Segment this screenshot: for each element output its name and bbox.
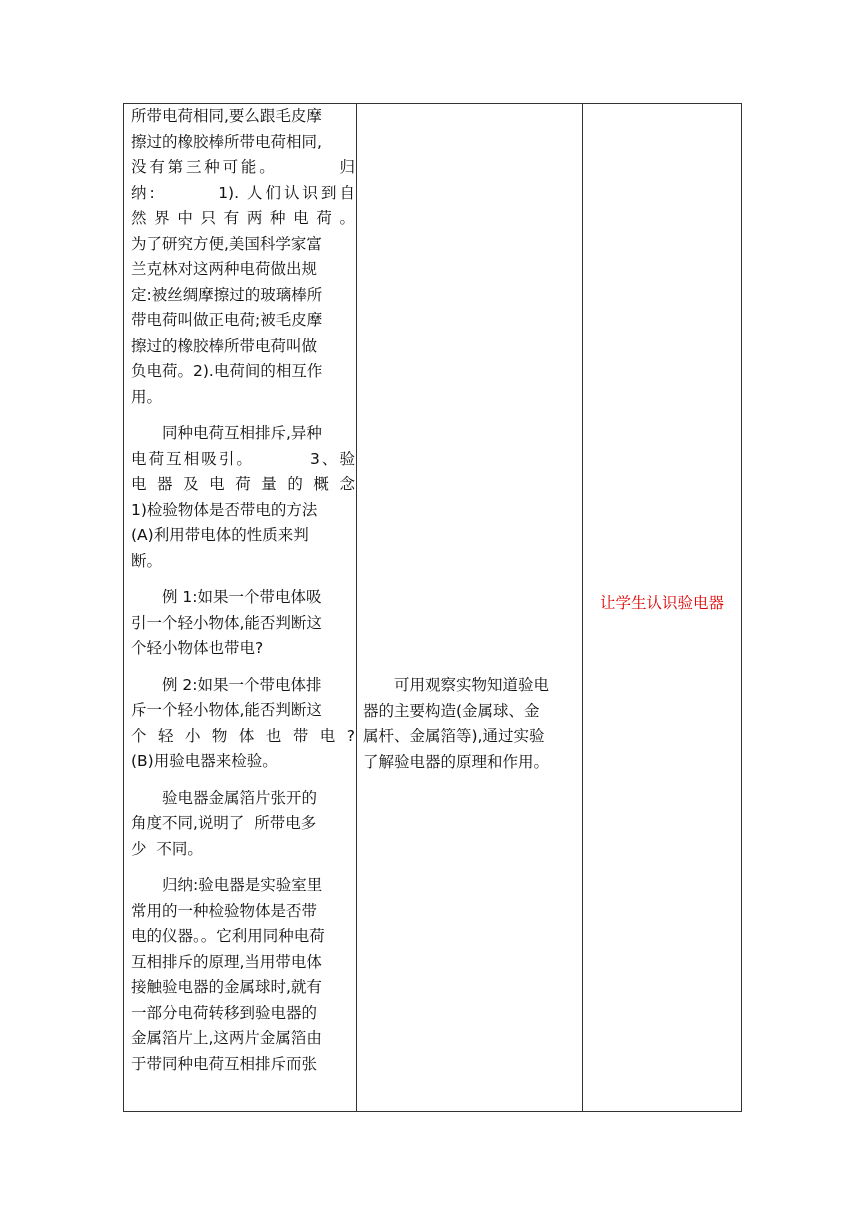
text-line: 没有第三种可能。 归 (131, 158, 355, 176)
text-line: 为了研究方便,美国科学家富 (131, 234, 322, 253)
text-line: 于带同种电荷互相排斥而张 (131, 1054, 318, 1073)
text-line: 定:被丝绸摩擦过的玻璃棒所 (131, 285, 323, 304)
text-line: 1)检验物体是否带电的方法 (131, 500, 318, 519)
text-line: 带电荷叫做正电荷;被毛皮摩 (131, 311, 323, 329)
text-line: 常用的一种检验物体是否带 (131, 901, 318, 920)
text-line: 断。 (131, 551, 163, 570)
lesson-table (123, 103, 742, 1112)
text-line: 了解验电器的原理和作用。 (363, 752, 550, 771)
text-line: 可用观察实物知道验电 (394, 676, 550, 694)
text-line: 引一个轻小物体,能否判断这 (131, 613, 322, 632)
design-intent-cell (583, 104, 742, 1112)
text-line: 电 器 及 电 荷 量 的 概 念 (131, 475, 355, 493)
teaching-content-text (131, 104, 355, 1077)
teaching-content-cell (124, 104, 357, 1112)
text-line: 属杆、金属箔等),通过实验 (363, 727, 545, 745)
table-row (124, 104, 742, 1112)
text-line: 个轻小物体也带电? (131, 639, 264, 657)
text-line: 例 2:如果一个带电体排 (162, 675, 322, 694)
text-line: 金属箔片上,这两片金属箔由 (131, 1029, 322, 1047)
text-line: 然 界 中 只 有 两 种 电 荷 。 (131, 209, 355, 227)
student-activity-cell (357, 104, 583, 1112)
student-activity-text (363, 673, 577, 775)
text-line: 个 轻 小 物 体 也 带 电 ? (131, 726, 355, 745)
text-line: 擦过的橡胶棒所带电荷叫做 (131, 336, 318, 355)
text-line: 器的主要构造(金属球、金 (363, 701, 540, 720)
text-line: 例 1:如果一个带电体吸 (162, 588, 322, 606)
design-intent-text: 让学生认识验电器 (599, 594, 724, 612)
text-line: 互相排斥的原理,当用带电体 (131, 952, 322, 971)
text-line: 用。 (131, 387, 163, 406)
text-line: 同种电荷互相排斥,异种 (162, 424, 322, 442)
text-line: 纳: 1). 人们认识到自 (131, 183, 355, 202)
text-line: 少 不同。 (131, 839, 203, 858)
text-line: 负电荷。2).电荷间的相互作 (131, 362, 323, 380)
text-line: 接触验电器的金属球时,就有 (131, 978, 322, 996)
text-line: 归纳:验电器是实验室里 (162, 876, 323, 894)
text-line: 所带电荷相同,要么跟毛皮摩 (131, 107, 322, 125)
text-line: (B)用验电器来检验。 (131, 752, 278, 770)
text-line: 一部分电荷转移到验电器的 (131, 1003, 318, 1022)
text-line: 电荷互相吸引。 3、验 (131, 449, 355, 468)
text-line: 兰克林对这两种电荷做出规 (131, 260, 318, 278)
text-line: 角度不同,说明了 所带电多 (131, 814, 317, 832)
text-line: (A)利用带电体的性质来判 (131, 526, 309, 544)
text-line: 电的仪器。。它利用同种电荷 (131, 927, 325, 945)
text-line: 验电器金属箔片张开的 (162, 788, 318, 807)
text-line: 擦过的橡胶棒所带电荷相同, (131, 132, 322, 151)
text-line: 斥一个轻小物体,能否判断这 (131, 701, 322, 719)
